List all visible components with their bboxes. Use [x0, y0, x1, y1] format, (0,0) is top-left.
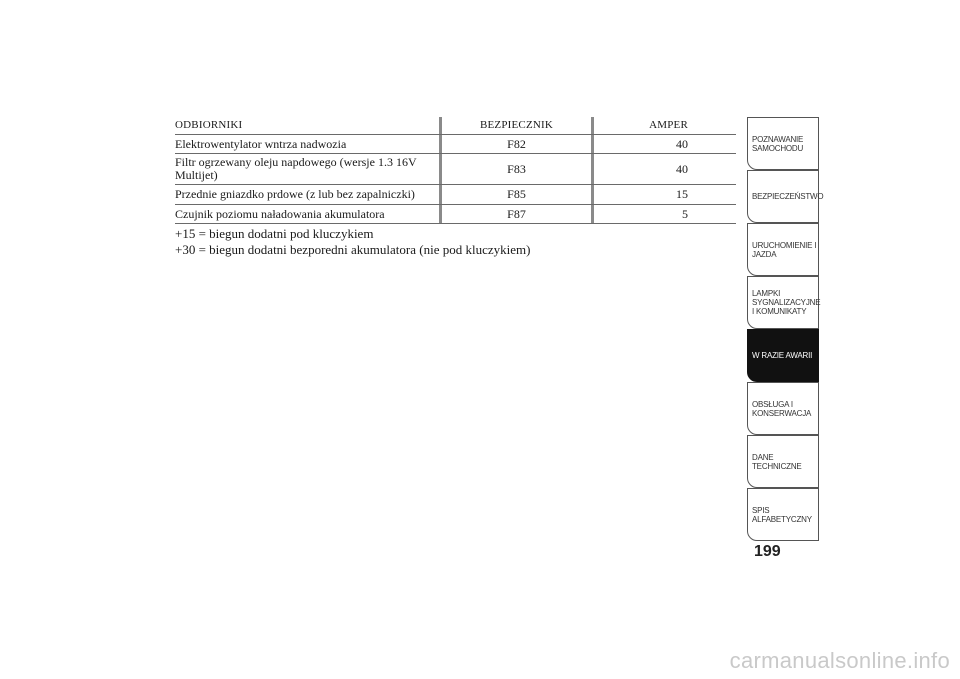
- cell-device: Elektrowentylator wntrza nadwozia: [175, 136, 347, 151]
- cell-amper: 40: [591, 135, 736, 153]
- cell-amper: 40: [591, 154, 736, 184]
- tab-dane-techniczne[interactable]: DANE TECHNICZNE: [747, 435, 819, 488]
- tab-w-razie-awarii[interactable]: W RAZIE AWARII: [747, 329, 819, 382]
- cell-fuse: F82: [439, 135, 591, 153]
- cell-amper: 5: [591, 205, 736, 223]
- table-row: [175, 185, 736, 205]
- table-row: [175, 205, 736, 224]
- table-row: [175, 135, 736, 154]
- watermark: carmanualsonline.info: [729, 648, 950, 673]
- cell-device: Filtr ogrzewany oleju napdowego (wersje 1.3 16V Multijet): [175, 155, 417, 182]
- table-header-row: [175, 117, 736, 135]
- cell-fuse: F85: [439, 185, 591, 204]
- tab-bezpieczenstwo[interactable]: BEZPIECZEŃSTWO: [747, 170, 819, 223]
- tab-spis-alfabetyczny[interactable]: SPIS ALFABETYCZNY: [747, 488, 819, 541]
- table-row: [175, 154, 736, 185]
- header-odbiorniki: ODBIORNIKI: [175, 119, 243, 131]
- cell-fuse: F83: [439, 154, 591, 184]
- tab-uruchomienie-i-jazda[interactable]: URUCHOMIENIE I JAZDA: [747, 223, 819, 276]
- cell-device: Czujnik poziomu naładowania akumulatora: [175, 206, 385, 221]
- fuse-table: [175, 117, 736, 224]
- header-bezpiecznik: BEZPIECZNIK: [439, 117, 591, 134]
- cell-amper: 15: [591, 185, 736, 204]
- note-line: +30 = biegun dodatni bezporedni akumulatora (nie pod kluczykiem): [175, 242, 531, 257]
- cell-fuse: F87: [439, 205, 591, 223]
- tab-poznawanie-samochodu[interactable]: POZNAWANIE SAMOCHODU: [747, 117, 819, 170]
- tab-obsluga-i-konserwacja[interactable]: OBSŁUGA I KONSERWACJA: [747, 382, 819, 435]
- tab-lampki-sygnalizacyjne[interactable]: LAMPKI SYGNALIZACYJNE I KOMUNIKATY: [747, 276, 819, 329]
- page-number: 199: [754, 543, 781, 560]
- terminal-notes: [175, 226, 530, 258]
- note-line: +15 = biegun dodatni pod kluczykiem: [175, 226, 374, 241]
- chapter-tabs: [747, 117, 824, 541]
- header-amper: AMPER: [591, 117, 736, 134]
- cell-device: Przednie gniazdko prdowe (z lub bez zapalniczki): [175, 187, 415, 201]
